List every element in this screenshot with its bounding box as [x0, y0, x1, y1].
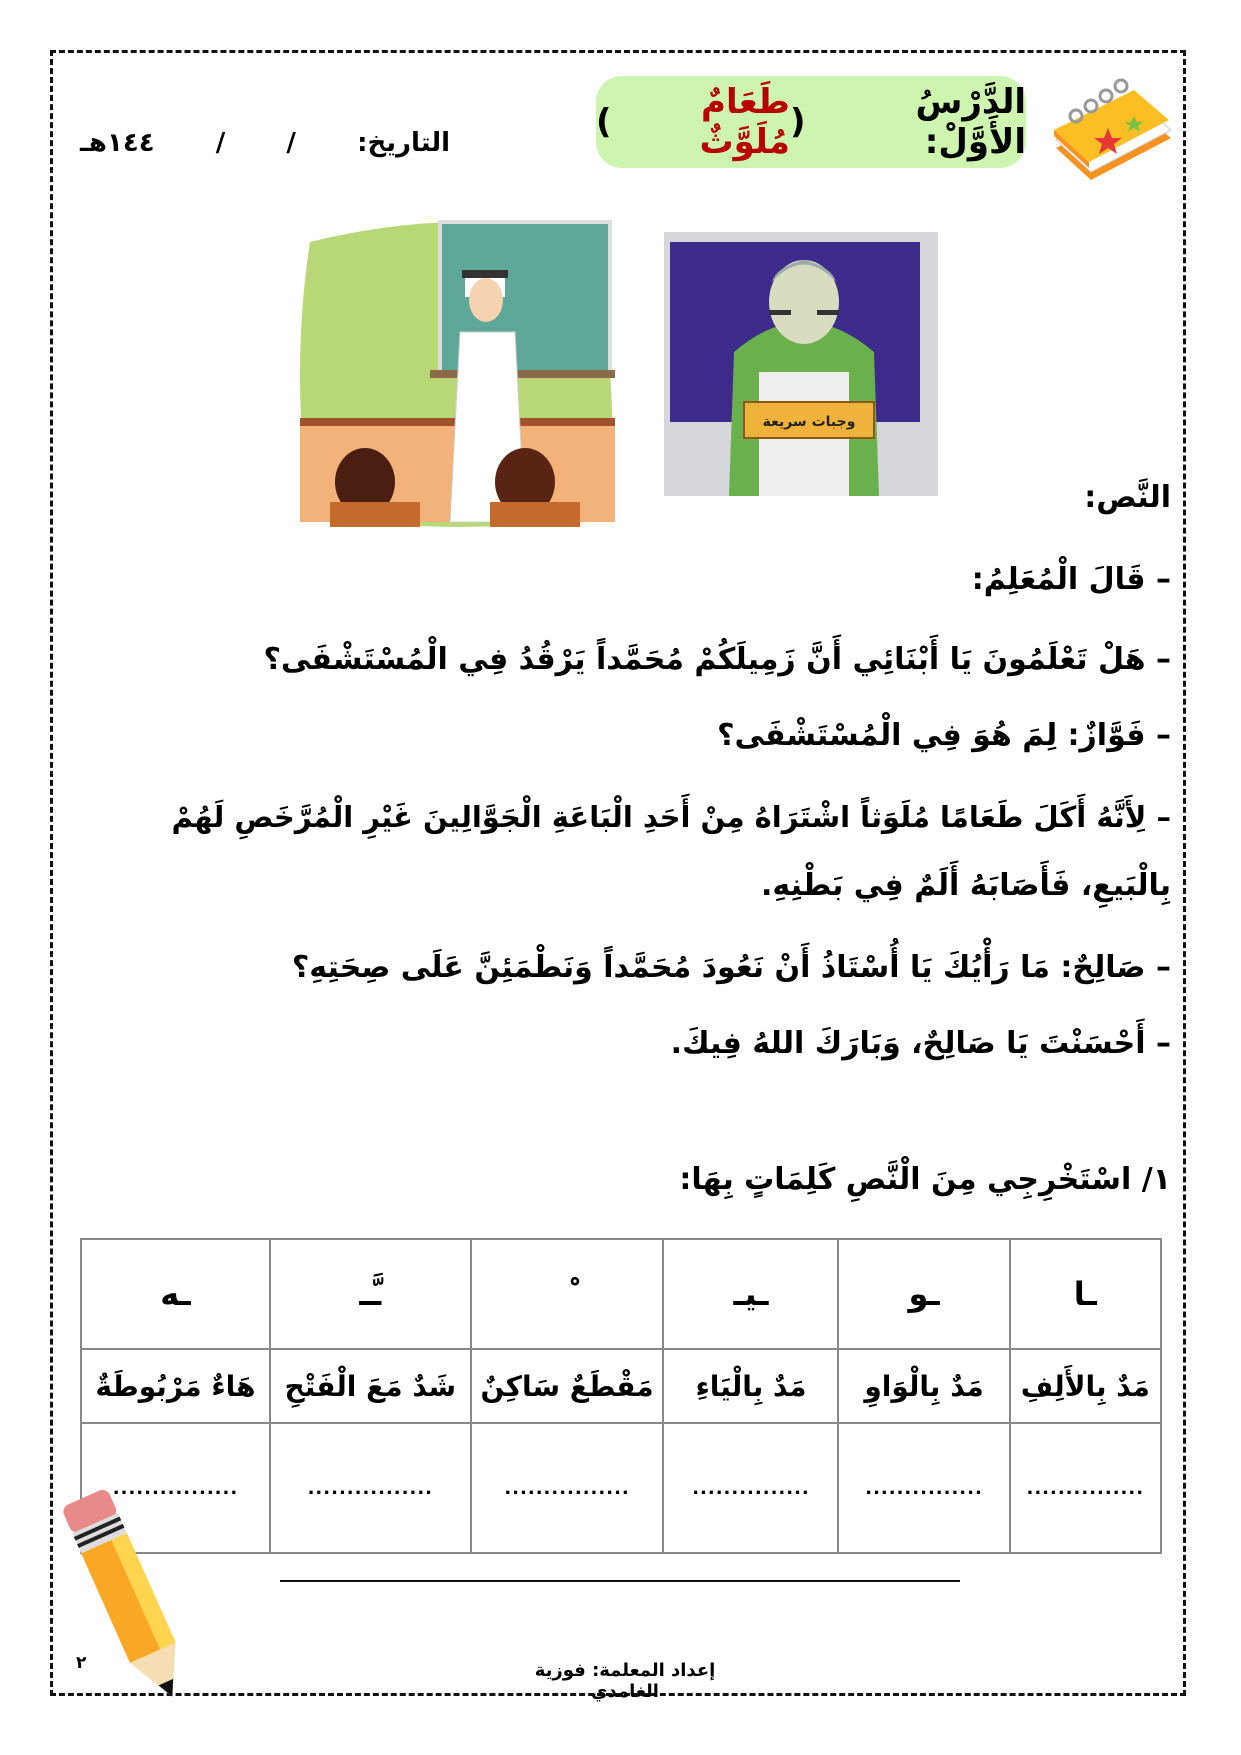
prepared-by: إعداد المعلمة: فوزية الغامدي	[534, 1660, 716, 1702]
page-number: ٢	[76, 1653, 87, 1673]
letter-cell: ـو	[838, 1239, 1009, 1349]
answer-blank[interactable]: ...............	[663, 1423, 838, 1553]
label-cell: مَدٌ بِالأَلِفِ	[1010, 1349, 1161, 1423]
date-year: ١٤٤هـ	[80, 128, 155, 158]
letter-cell: ـَّـ	[270, 1239, 471, 1349]
lesson-title-banner	[596, 76, 1026, 168]
label-cell: هَاءٌ مَرْبُوطَةٌ	[81, 1349, 270, 1423]
passage-line: بِالْبَيعِ، فَأَصَابَهُ أَلَمٌ فِي بَطْنِهِ.	[761, 868, 1171, 903]
passage-line: – هَلْ تَعْلَمُونَ يَا أَبْنَائِي أَنَّ زَمِيلَكُمْ مُحَمَّداً يَرْقُدُ فِي الْمُسْتَشْفَى؟	[263, 642, 1171, 677]
label-cell: مَدٌ بِالْوَاوِ	[838, 1349, 1009, 1423]
letter-row	[81, 1239, 1161, 1349]
answer-blank[interactable]: ................	[81, 1423, 270, 1553]
lesson-paren-close: )	[596, 102, 612, 142]
answer-blank[interactable]: ...............	[1010, 1423, 1161, 1553]
date-field	[80, 128, 450, 158]
exercise-table	[80, 1238, 1162, 1554]
answer-blank[interactable]: ................	[270, 1423, 471, 1553]
pencil-icon	[48, 1486, 218, 1706]
lesson-label: الدَّرْسُ الأَوَّلْ:	[915, 82, 1026, 162]
notebook-icon	[1046, 68, 1176, 188]
label-cell: مَدٌ بِالْيَاءِ	[663, 1349, 838, 1423]
divider-line	[280, 1580, 960, 1582]
street-food-vendor-illustration	[664, 232, 938, 496]
lesson-paren-open: (	[789, 102, 806, 142]
passage-line: – فَوَّازٌ: لِمَ هُوَ فِي الْمُسْتَشْفَى؟	[717, 718, 1171, 753]
date-separator: /	[286, 128, 296, 158]
date-separator: /	[215, 128, 226, 158]
letter-cell	[471, 1239, 664, 1349]
passage-line: – لِأَنَّهُ أَكَلَ طَعَامًا مُلَوَثاً اشْتَرَاهُ مِنْ أَحَدِ الْبَاعَةِ الْجَوَّالِينَ غَيْرِ الْمُرَّخَصِ لَهُمْ	[171, 800, 1171, 834]
svg-text:وجبات سريعة: وجبات سريعة	[762, 414, 856, 430]
passage-line: – أَحْسَنْتَ يَا صَالِحٌ، وَبَارَكَ اللهُ فِيكَ.	[670, 1026, 1171, 1061]
answer-blank[interactable]: ...............	[838, 1423, 1009, 1553]
date-label: التاريخ:	[357, 128, 450, 158]
label-row	[81, 1349, 1161, 1423]
letter-cell: ـيـ	[663, 1239, 838, 1349]
letter-cell: ـه	[81, 1239, 270, 1349]
label-cell: مَقْطَعٌ سَاكِنٌ	[471, 1349, 664, 1423]
exercise-instruction: ١/ اسْتَخْرِجِي مِنَ الْنَّصِ كَلِمَاتٍ بِهَا:	[679, 1162, 1171, 1197]
answer-blank[interactable]: ................	[471, 1423, 664, 1553]
letter-cell: ـا	[1010, 1239, 1161, 1349]
teacher-classroom-illustration	[290, 212, 620, 532]
lesson-title: طَعَامٌ مُلَوَّثٌ	[699, 82, 790, 162]
passage-line: – قَالَ الْمُعَلِمُ:	[971, 562, 1171, 597]
passage-heading: النَّص:	[1084, 480, 1171, 515]
passage-line: – صَالِحٌ: مَا رَأْيُكَ يَا أُسْتَاذُ أَنْ نَعُودَ مُحَمَّداً وَنَطْمَئِنَّ عَلَى صِحَتِهِ؟	[291, 950, 1171, 985]
label-cell: شَدٌ مَعَ الْفَتْحِ	[270, 1349, 471, 1423]
answer-row	[81, 1423, 1161, 1553]
